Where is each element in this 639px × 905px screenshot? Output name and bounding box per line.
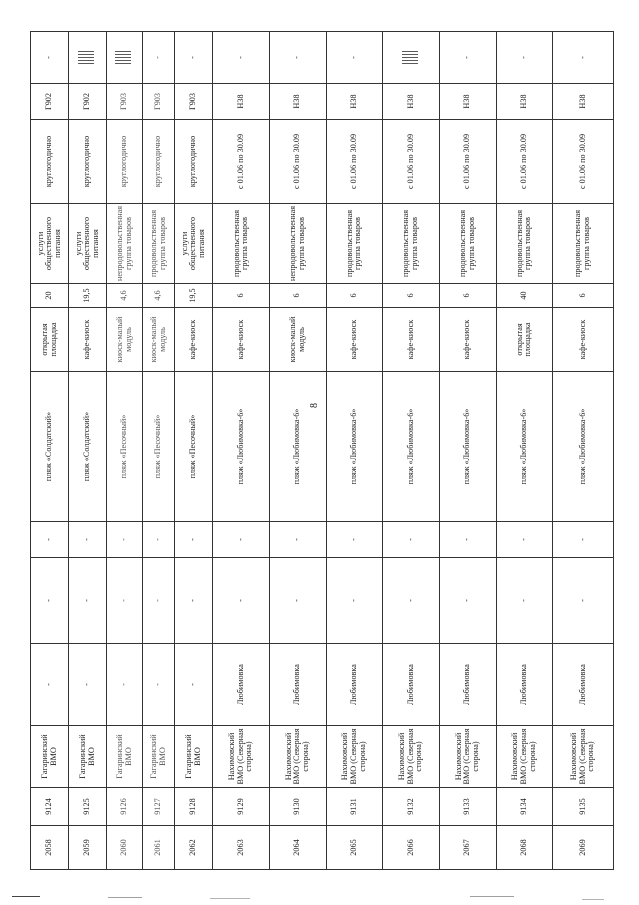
scheme-code-cell: Н38 — [496, 84, 553, 120]
area-cell: 4,6 — [143, 284, 175, 308]
specialization-cell: продовольственная группа товаров — [496, 204, 553, 284]
location-cell: пляж «Солдатский» — [69, 372, 107, 522]
district-cell: Гагаринский ВМО — [69, 726, 107, 788]
col5-cell: - — [213, 558, 270, 644]
row-number-cell: 2065 — [326, 826, 383, 870]
col6-cell: - — [213, 522, 270, 558]
row-number-cell: 2061 — [143, 826, 175, 870]
object-type-cell: киоск-малый модуль — [107, 308, 143, 372]
area-cell: 6 — [326, 284, 383, 308]
specialization-cell: непродовольственная группа товаров — [269, 204, 326, 284]
period-cell: с 01.06 по 30.09 — [383, 120, 440, 204]
specialization-cell: услуги общественного питания — [175, 204, 213, 284]
table-body — [31, 32, 614, 870]
table-row — [326, 32, 383, 870]
code-cell: 9131 — [326, 788, 383, 826]
locations-table — [30, 31, 614, 870]
area-cell: 6 — [383, 284, 440, 308]
last-cell: - — [553, 32, 614, 84]
scheme-code-cell: Г903 — [175, 84, 213, 120]
district-cell: Гагаринский ВМО — [175, 726, 213, 788]
code-cell: 9132 — [383, 788, 440, 826]
col6-cell: - — [107, 522, 143, 558]
district-cell: Нахимовский ВМО (Северная сторона) — [383, 726, 440, 788]
area-cell: 19,5 — [69, 284, 107, 308]
row-number-cell: 2058 — [31, 826, 69, 870]
district-cell: Нахимовский ВМО (Северная сторона) — [269, 726, 326, 788]
specialization-cell: услуги общественного питания — [69, 204, 107, 284]
location-cell: пляж «Песочный» — [143, 372, 175, 522]
object-type-cell: кафе-киоск — [326, 308, 383, 372]
location-cell: пляж «Песочный» — [107, 372, 143, 522]
area-cell: 6 — [439, 284, 496, 308]
district-cell: Нахимовский ВМО (Северная сторона) — [553, 726, 614, 788]
settlement-cell: Любимовка — [496, 644, 553, 726]
code-cell: 9133 — [439, 788, 496, 826]
district-cell: Гагаринский ВМО — [143, 726, 175, 788]
col5-cell: - — [496, 558, 553, 644]
location-cell: пляж «Любимовка-6» — [496, 372, 553, 522]
scheme-code-cell: Н38 — [439, 84, 496, 120]
period-cell: с 01.06 по 30.09 — [439, 120, 496, 204]
scheme-code-cell: Г903 — [143, 84, 175, 120]
object-type-cell: киоск-малый модуль — [143, 308, 175, 372]
area-cell: 20 — [31, 284, 69, 308]
table-row — [439, 32, 496, 870]
table-row — [496, 32, 553, 870]
scheme-code-cell: Г902 — [69, 84, 107, 120]
location-cell: пляж «Любимовка-6» — [213, 372, 270, 522]
col6-cell: - — [143, 522, 175, 558]
col6-cell: - — [496, 522, 553, 558]
scan-artifact — [108, 897, 142, 898]
row-number-cell: 2069 — [553, 826, 614, 870]
specialization-cell: продовольственная группа товаров — [213, 204, 270, 284]
area-cell: 40 — [496, 284, 553, 308]
location-cell: пляж «Любимовка-6» — [553, 372, 614, 522]
district-cell: Нахимовский ВМО (Северная сторона) — [496, 726, 553, 788]
scheme-code-cell: Н38 — [326, 84, 383, 120]
col6-cell: - — [326, 522, 383, 558]
location-cell: пляж «Любимовка-6» — [383, 372, 440, 522]
settlement-cell: Любимовка — [269, 644, 326, 726]
last-cell: - — [439, 32, 496, 84]
code-cell: 9134 — [496, 788, 553, 826]
area-cell: 4,6 — [107, 284, 143, 308]
col5-cell: - — [383, 558, 440, 644]
object-type-cell: кафе-киоск — [553, 308, 614, 372]
settlement-cell: - — [143, 644, 175, 726]
code-cell: 9124 — [31, 788, 69, 826]
scan-artifact — [582, 899, 604, 900]
specialization-cell: продовольственная группа товаров — [383, 204, 440, 284]
scheme-code-cell: Н38 — [553, 84, 614, 120]
row-number-cell: 2060 — [107, 826, 143, 870]
area-cell: 6 — [269, 284, 326, 308]
period-cell: круглогодично — [69, 120, 107, 204]
row-number-cell: 2064 — [269, 826, 326, 870]
code-cell: 9129 — [213, 788, 270, 826]
period-cell: с 01.06 по 30.09 — [496, 120, 553, 204]
col5-cell: - — [175, 558, 213, 644]
scheme-code-cell: Н38 — [269, 84, 326, 120]
row-number-cell: 2068 — [496, 826, 553, 870]
last-cell — [383, 32, 440, 84]
table-row — [383, 32, 440, 870]
code-cell: 9135 — [553, 788, 614, 826]
col6-cell: - — [269, 522, 326, 558]
table-row — [553, 32, 614, 870]
code-cell: 9128 — [175, 788, 213, 826]
table-row — [269, 32, 326, 870]
row-number-cell: 2059 — [69, 826, 107, 870]
row-number-cell: 2067 — [439, 826, 496, 870]
table-row — [69, 32, 107, 870]
last-cell: - — [496, 32, 553, 84]
object-type-cell: кафе-киоск — [439, 308, 496, 372]
code-cell: 9130 — [269, 788, 326, 826]
settlement-cell: - — [107, 644, 143, 726]
period-cell: с 01.06 по 30.09 — [326, 120, 383, 204]
col5-cell: - — [107, 558, 143, 644]
location-cell: пляж «Любимовка-6» — [269, 372, 326, 522]
last-cell: - — [175, 32, 213, 84]
last-cell — [107, 32, 143, 84]
period-cell: с 01.06 по 30.09 — [269, 120, 326, 204]
district-cell: Нахимовский ВМО (Северная сторона) — [326, 726, 383, 788]
table-row — [213, 32, 270, 870]
location-cell: пляж «Любимовка-6» — [439, 372, 496, 522]
period-cell: круглогодично — [143, 120, 175, 204]
col6-cell: - — [383, 522, 440, 558]
table-row — [31, 32, 69, 870]
scratch-mark — [78, 51, 94, 65]
last-cell: - — [143, 32, 175, 84]
col6-cell: - — [553, 522, 614, 558]
scratch-mark — [402, 51, 418, 65]
specialization-cell: услуги общественного питания — [31, 204, 69, 284]
col5-cell: - — [326, 558, 383, 644]
col5-cell: - — [143, 558, 175, 644]
specialization-cell: продовольственная группа товаров — [439, 204, 496, 284]
object-type-cell: открытая площадка — [496, 308, 553, 372]
settlement-cell: Любимовка — [439, 644, 496, 726]
code-cell: 9126 — [107, 788, 143, 826]
settlement-cell: - — [69, 644, 107, 726]
row-number-cell: 2062 — [175, 826, 213, 870]
row-number-cell: 2066 — [383, 826, 440, 870]
col6-cell: - — [69, 522, 107, 558]
last-cell — [69, 32, 107, 84]
period-cell: круглогодично — [31, 120, 69, 204]
row-number-cell: 2063 — [213, 826, 270, 870]
object-type-cell: кафе-киоск — [175, 308, 213, 372]
col6-cell: - — [175, 522, 213, 558]
district-cell: Нахимовский ВМО (Северная сторона) — [213, 726, 270, 788]
table-row — [175, 32, 213, 870]
col5-cell: - — [553, 558, 614, 644]
specialization-cell: непродовольственная группа товаров — [107, 204, 143, 284]
scheme-code-cell: Г903 — [107, 84, 143, 120]
scheme-code-cell: Н38 — [213, 84, 270, 120]
scan-artifact — [210, 898, 250, 899]
object-type-cell: открытая площадка — [31, 308, 69, 372]
district-cell: Гагаринский ВМО — [107, 726, 143, 788]
object-type-cell: кафе-киоск — [383, 308, 440, 372]
col5-cell: - — [269, 558, 326, 644]
scratch-mark — [115, 51, 131, 65]
last-cell: - — [269, 32, 326, 84]
location-cell: пляж «Любимовка-6» — [326, 372, 383, 522]
page-number: 8 — [309, 403, 320, 408]
area-cell: 19,5 — [175, 284, 213, 308]
scan-artifact — [12, 896, 40, 897]
area-cell: 6 — [553, 284, 614, 308]
code-cell: 9127 — [143, 788, 175, 826]
period-cell: круглогодично — [107, 120, 143, 204]
scheme-code-cell: Г902 — [31, 84, 69, 120]
location-cell: пляж «Песочный» — [175, 372, 213, 522]
col5-cell: - — [439, 558, 496, 644]
settlement-cell: - — [31, 644, 69, 726]
table-row — [143, 32, 175, 870]
district-cell: Гагаринский ВМО — [31, 726, 69, 788]
scheme-code-cell: Н38 — [383, 84, 440, 120]
object-type-cell: кафе-киоск — [69, 308, 107, 372]
location-cell: пляж «Солдатский» — [31, 372, 69, 522]
settlement-cell: Любимовка — [213, 644, 270, 726]
col5-cell: - — [69, 558, 107, 644]
object-type-cell: киоск-малый модуль — [269, 308, 326, 372]
period-cell: с 01.06 по 30.09 — [213, 120, 270, 204]
col6-cell: - — [31, 522, 69, 558]
specialization-cell: продовольственная группа товаров — [326, 204, 383, 284]
settlement-cell: Любимовка — [326, 644, 383, 726]
settlement-cell: Любимовка — [553, 644, 614, 726]
scan-artifact — [470, 896, 514, 897]
object-type-cell: кафе-киоск — [213, 308, 270, 372]
specialization-cell: продовольственная группа товаров — [143, 204, 175, 284]
period-cell: круглогодично — [175, 120, 213, 204]
last-cell: - — [31, 32, 69, 84]
code-cell: 9125 — [69, 788, 107, 826]
last-cell: - — [326, 32, 383, 84]
period-cell: с 01.06 по 30.09 — [553, 120, 614, 204]
rotated-table-wrapper — [30, 32, 614, 870]
specialization-cell: продовольственная группа товаров — [553, 204, 614, 284]
area-cell: 6 — [213, 284, 270, 308]
settlement-cell: Любимовка — [383, 644, 440, 726]
col5-cell: - — [31, 558, 69, 644]
district-cell: Нахимовский ВМО (Северная сторона) — [439, 726, 496, 788]
table-row — [107, 32, 143, 870]
last-cell: - — [213, 32, 270, 84]
col6-cell: - — [439, 522, 496, 558]
settlement-cell: - — [175, 644, 213, 726]
